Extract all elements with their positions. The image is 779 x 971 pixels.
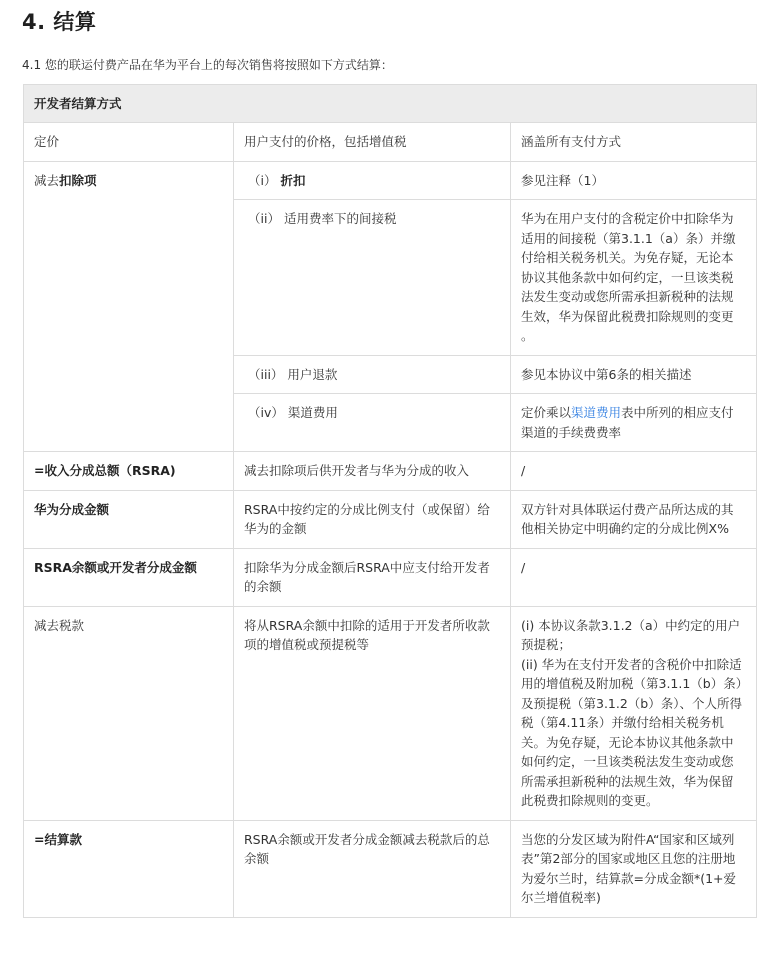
cell-deduct-label — [24, 161, 234, 452]
cell-deduct-desc: 参见注释（1） — [511, 161, 757, 200]
cell-balance-label: RSRA余额或开发者分成金额 — [24, 548, 234, 606]
item-label: 适用费率下的间接税 — [283, 211, 397, 226]
channel-fee-link[interactable]: 渠道费用 — [571, 405, 622, 420]
table-header-row — [24, 85, 757, 123]
table-row — [24, 490, 757, 548]
deduct-bold: 扣除项 — [59, 172, 97, 188]
cell-balance-note: / — [511, 548, 757, 606]
cell-price-label: 定价 — [24, 123, 234, 162]
cell-rsra-desc: 减去扣除项后供开发者与华为分成的收入 — [234, 452, 511, 491]
desc-text: 表中所列的相应支付渠道的手续费费率 — [521, 405, 734, 440]
cell-huawei-label: 华为分成金额 — [24, 490, 234, 548]
intro-text: 4.1 您的联运付费产品在华为平台上的每次销售将按照如下方式结算： — [22, 58, 393, 72]
settlement-table — [23, 84, 757, 918]
cell-tax-note — [511, 606, 757, 820]
cell-tax-desc: 将从RSRA余额中扣除的适用于开发者所收款项的增值税或预提税等 — [234, 606, 511, 820]
tax-note-line: (ii) 华为在支付开发者的含税价中扣除适用的增值税及附加税（第3.1.1（b）条）及预提税（第3.1.2（b）条）、个人所得税（第4.11条）并缴付给相关税务机关。为免存疑，无论本协议其他条款中如何约定，一旦该类税法发生变动或您所需承担新税种的法规生效，华为保留此税费扣除规则的变更。 — [521, 656, 742, 808]
cell-price-desc: 用户支付的价格，包括增值税 — [234, 123, 511, 162]
item-prefix: （iv） — [248, 405, 284, 420]
cell-deduct-item — [234, 394, 511, 452]
table-row — [24, 820, 757, 917]
table-header: 开发者结算方式 — [24, 85, 757, 123]
cell-balance-desc: 扣除华为分成金额后RSRA中应支付给开发者的余额 — [234, 548, 511, 606]
cell-deduct-desc: 参见本协议中第6条的相关描述 — [511, 355, 757, 394]
item-prefix: （iii） — [248, 366, 284, 382]
deduct-prefix: 减去 — [34, 172, 60, 188]
cell-deduct-item — [234, 355, 511, 394]
section-heading: 4. 结算 — [22, 10, 97, 34]
tax-note-line: (i) 本协议条款3.1.2（a）中约定的用户预提税； — [521, 617, 741, 652]
cell-deduct-item — [234, 161, 511, 200]
cell-huawei-desc: RSRA中按约定的分成比例支付（或保留）给华为的金额 — [234, 490, 511, 548]
table-row — [24, 161, 757, 200]
item-label: 用户退款 — [287, 366, 338, 382]
cell-rsra-label: =收入分成总额（RSRA) — [24, 452, 234, 491]
cell-deduct-item — [234, 200, 511, 356]
cell-deduct-desc — [511, 394, 757, 452]
table-row — [24, 606, 757, 820]
cell-tax-label: 减去税款 — [24, 606, 234, 820]
cell-settle-desc: RSRA余额或开发者分成金额减去税款后的总余额 — [234, 820, 511, 917]
item-label-bold: 折扣 — [280, 172, 306, 188]
desc-text: 定价乘以 — [521, 405, 572, 420]
cell-price-note: 涵盖所有支付方式 — [511, 123, 757, 162]
item-prefix: （ii） — [248, 211, 280, 226]
cell-deduct-desc: 华为在用户支付的含税定价中扣除华为适用的间接税（第3.1.1（a）条）并缴付给相关税务机关。为免存疑，无论本协议其他条款中如何约定，一旦该类税法发生变动或您所需承担新税种的法规生效，华为保留此税费扣除规则的变更 。 — [511, 200, 757, 356]
cell-rsra-note: / — [511, 452, 757, 491]
table-row — [24, 548, 757, 606]
item-label: 渠道费用 — [287, 405, 338, 420]
item-prefix: （i） — [248, 172, 277, 188]
table-row — [24, 123, 757, 162]
cell-huawei-note: 双方针对具体联运付费产品所达成的其他相关协定中明确约定的分成比例X% — [511, 490, 757, 548]
cell-settle-note: 当您的分发区域为附件A“国家和区域列表”第2部分的国家或地区且您的注册地为爱尔兰时，结算款=分成金额*(1+爱尔兰增值税率) — [511, 820, 757, 917]
cell-settle-label: =结算款 — [24, 820, 234, 917]
table-row — [24, 452, 757, 491]
